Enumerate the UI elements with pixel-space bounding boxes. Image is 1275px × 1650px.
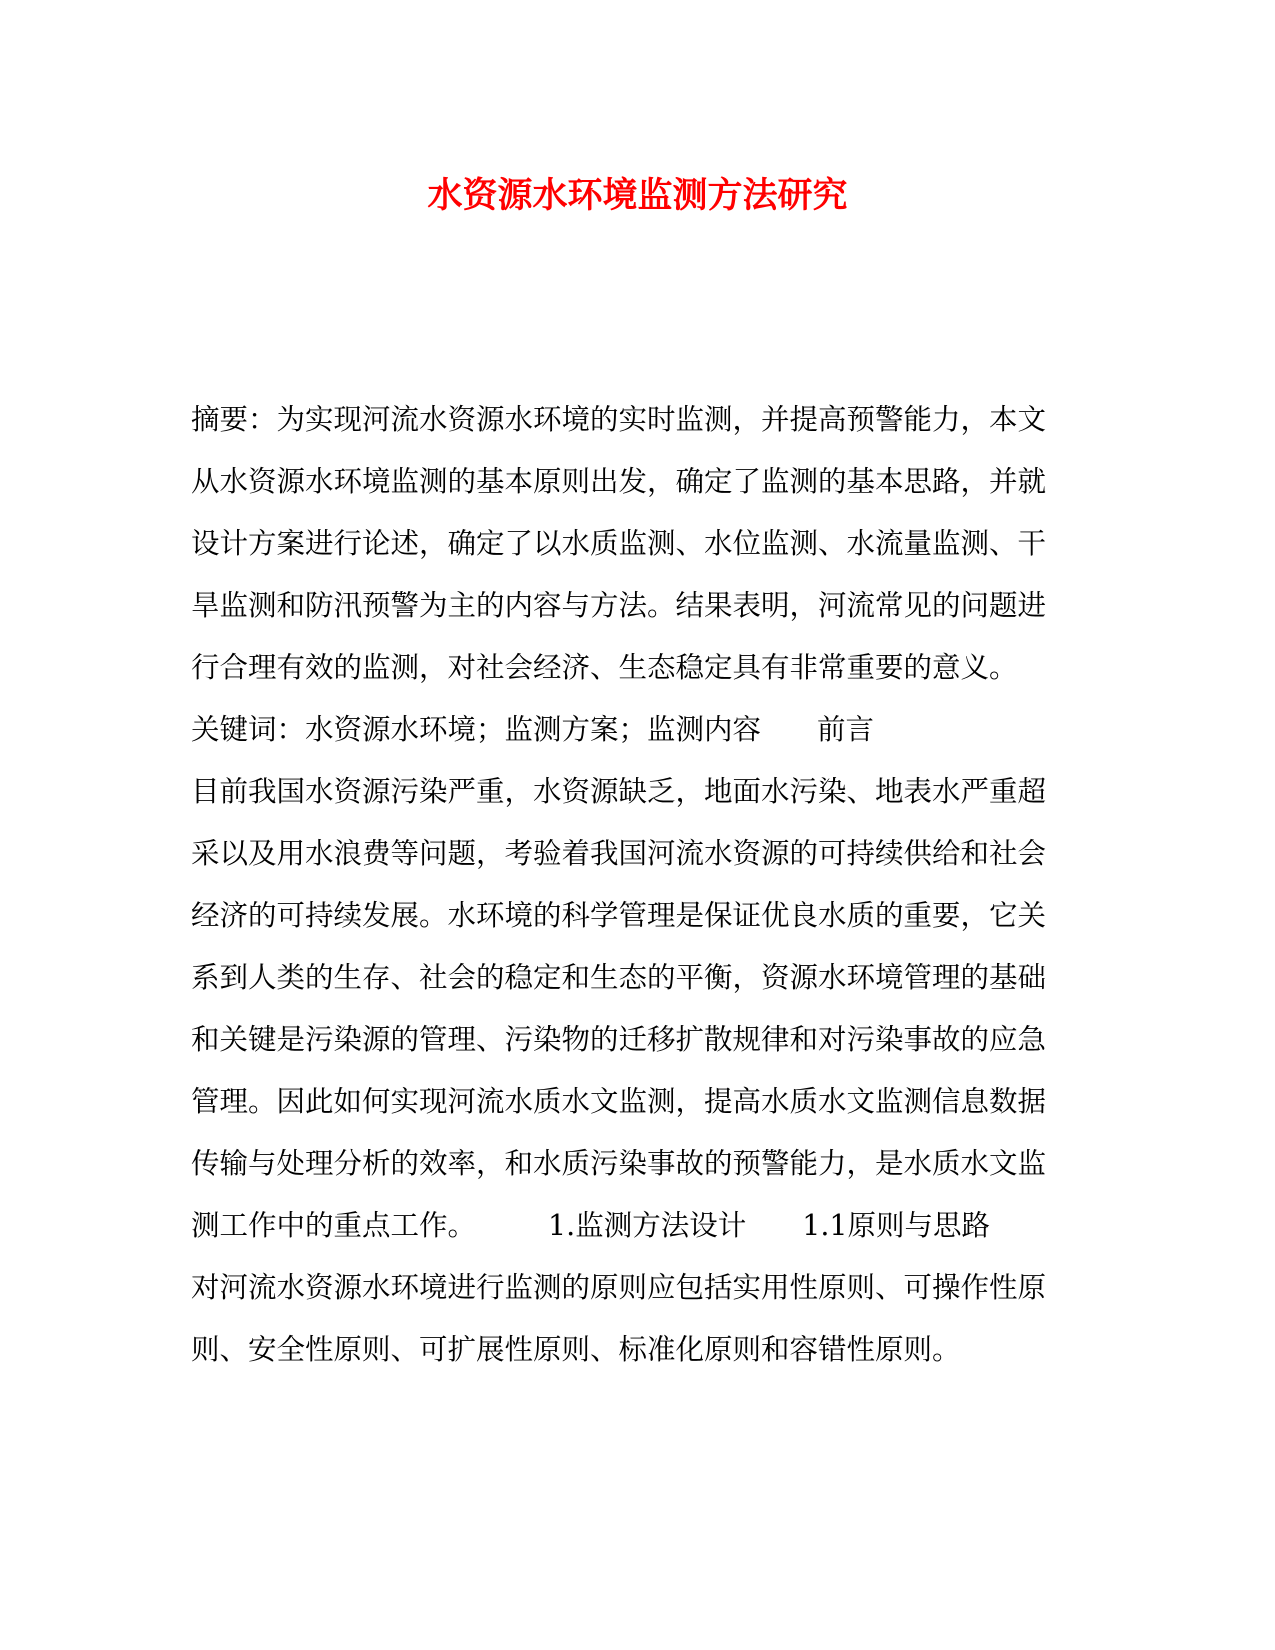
section-heading-1: 1.监测方法设计 [548, 1209, 747, 1242]
intro-line-7: 传输与处理分析的效率，和水质污染事故的预警能力，是水质水文监 [191, 1147, 1047, 1180]
section-heading-1-1: 1.1原则与思路 [802, 1209, 991, 1242]
intro-line-6: 管理。因此如何实现河流水质水文监测，提高水质水文监测信息数据 [191, 1085, 1047, 1118]
intro-line-1: 目前我国水资源污染严重，水资源缺乏，地面水污染、地表水严重超 [191, 775, 1047, 808]
abstract-line-5: 行合理有效的监测，对社会经济、生态稳定具有非常重要的意义。 [191, 651, 1018, 684]
section-line [191, 1206, 990, 1246]
document-title: 水资源水环境监测方法研究 [427, 175, 848, 216]
intro-line-2: 采以及用水浪费等问题，考验着我国河流水资源的可持续供给和社会 [191, 837, 1047, 870]
abstract-line-2: 从水资源水环境监测的基本原则出发，确定了监测的基本思路，并就 [191, 465, 1047, 498]
intro-line-4: 系到人类的生存、社会的稳定和生态的平衡，资源水环境管理的基础 [191, 961, 1047, 994]
principle-line-1: 对河流水资源水环境进行监测的原则应包括实用性原则、可操作性原 [191, 1271, 1047, 1304]
principle-line-2: 则、安全性原则、可扩展性原则、标准化原则和容错性原则。 [191, 1333, 961, 1366]
intro-line-5: 和关键是污染源的管理、污染物的迁移扩散规律和对污染事故的应急 [191, 1023, 1047, 1056]
keywords-text: 关键词：水资源水环境；监测方案；监测内容 [191, 713, 762, 746]
abstract-line-4: 旱监测和防汛预警为主的内容与方法。结果表明，河流常见的问题进 [191, 589, 1047, 622]
section-lead-text: 测工作中的重点工作。 [191, 1209, 477, 1242]
preface-heading: 前言 [817, 713, 875, 746]
abstract-line-1: 摘要：为实现河流水资源水环境的实时监测，并提高预警能力，本文 [191, 403, 1047, 436]
abstract-line-3: 设计方案进行论述，确定了以水质监测、水位监测、水流量监测、干 [191, 527, 1047, 560]
keywords-line [191, 710, 874, 750]
intro-line-3: 经济的可持续发展。水环境的科学管理是保证优良水质的重要，它关 [191, 899, 1047, 932]
